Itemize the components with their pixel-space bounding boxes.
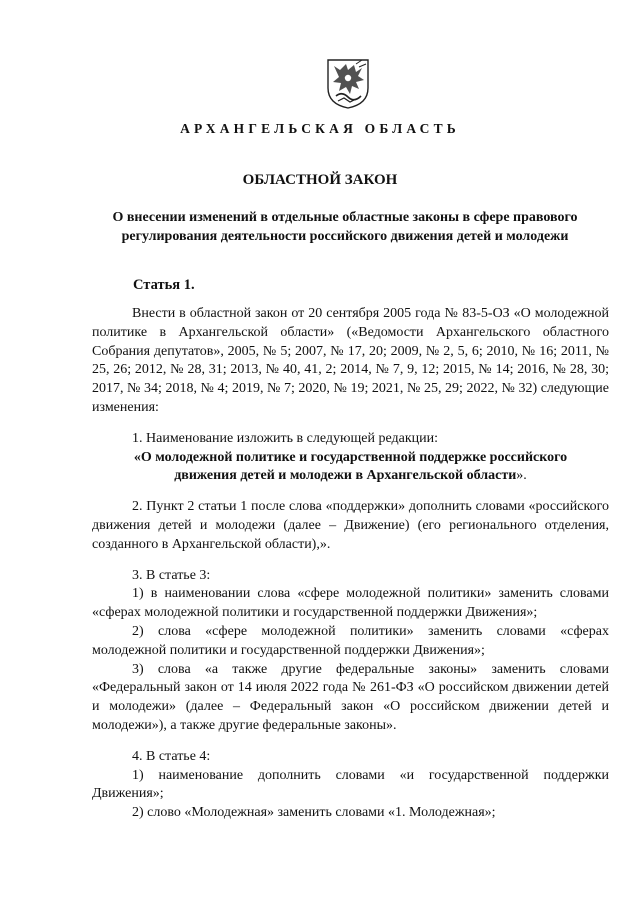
item-3: 3. В статье 3: <box>132 567 211 583</box>
item-1-quote-end: ». <box>516 468 527 484</box>
item-4-subitem-1: 1) наименование дополнить словами «и государственной поддержки Движения»; <box>92 767 609 802</box>
item-1-quote-line: движения детей и молодежи в Архангельской области <box>174 468 517 484</box>
law-type: ОБЛАСТНОЙ ЗАКОН <box>242 172 398 188</box>
item-3-subitem-3: 3) слова «а также другие федеральные законы» заменить словами «Федеральный закон от 14 июля 2022 года № 261-ФЗ «О российском движении детей и молодежи» (далее – Федеральный закон «О российском движении детей и молодежи»), а также другие федеральные законы». <box>92 661 609 733</box>
law-title-line: регулирования деятельности российского движения детей и молодежи <box>121 229 569 244</box>
region-name: АРХАНГЕЛЬСКАЯ ОБЛАСТЬ <box>180 121 460 136</box>
item-1: 1. Наименование изложить в следующей редакции: <box>132 430 438 446</box>
item-3-subitem-2: 2) слова «сфере молодежной политики» заменить словами «сферах молодежной политики и государственной поддержки Движения»; <box>92 623 609 658</box>
item-1-quote <box>92 449 609 487</box>
law-title-line: О внесении изменений в отдельные областные законы в сфере правового <box>112 210 578 225</box>
arkhangelsk-coat-of-arms-icon <box>326 58 370 110</box>
item-4: 4. В статье 4: <box>132 748 211 764</box>
article-heading: Статья 1. <box>133 277 195 293</box>
article-intro: Внести в областной закон от 20 сентября 2005 года № 83-5-ОЗ «О молодежной политике в Архангельской области» («Ведомости Архангельского областного Собрания депутатов», 2005, № 5; 2007, № 17, 20; 2009, № 2, 5, 6; 2010, № 16; 2011, № 25, 26; 2012, № 28, 31; 2013, № 40, 41, 2; 2014, № 7, 9, 12; 2015, № 14; 2016, № 28, 30; 2017, № 34; 2018, № 4; 2019, № 7; 2020, № 19; 2021, № 25, 29; 2022, № 32) следующие изменения: <box>92 306 609 415</box>
item-3-subitem-1: 1) в наименовании слова «сфере молодежной политики» заменить словами «сферах молодежной политики и государственной поддержки Движения»; <box>92 586 609 621</box>
item-2: 2. Пункт 2 статьи 1 после слова «поддержки» дополнить словами «российского движения детей и молодежи (далее – Движение) (его регионального отделения, созданного в Архангельской области),». <box>92 499 609 552</box>
article-body <box>92 305 609 823</box>
item-4-subitem-2: 2) слово «Молодежная» заменить словами «1. Молодежная»; <box>132 805 496 821</box>
item-1-quote-line: «О молодежной политике и государственной поддержке российского <box>133 449 568 465</box>
law-title <box>80 208 610 246</box>
